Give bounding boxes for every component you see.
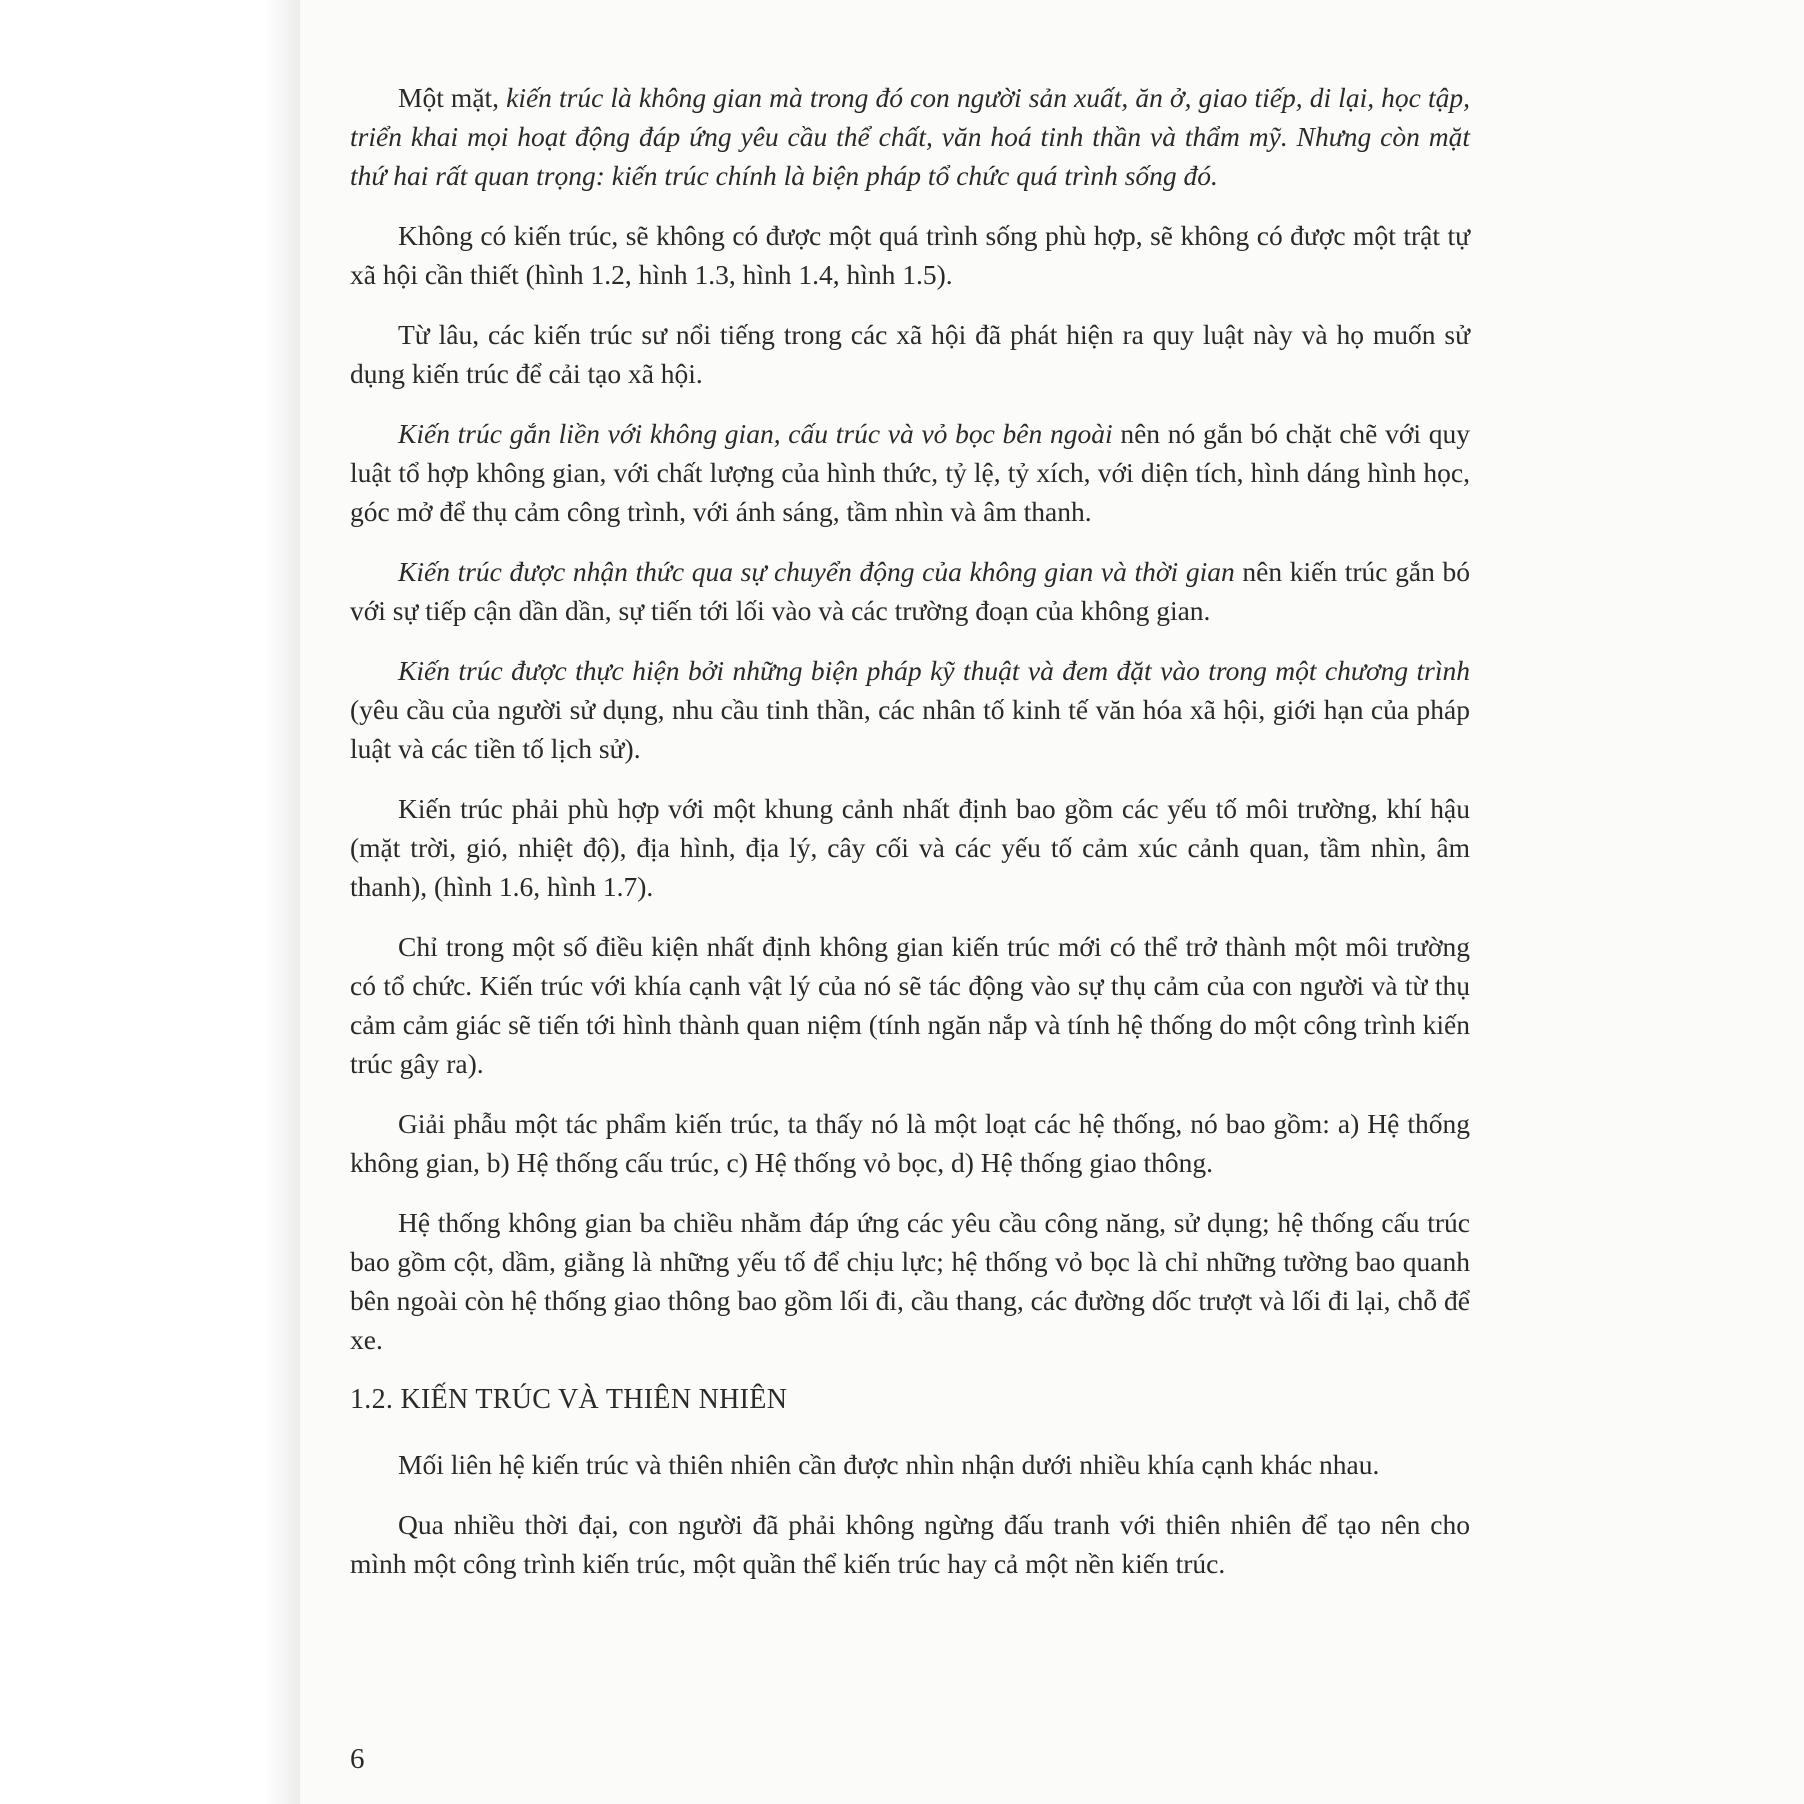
paragraph-1 — [350, 78, 1470, 195]
paragraph-9 — [350, 1104, 1470, 1182]
paragraph-8-lead: Chỉ trong một số điều kiện nhất định không gian kiến trúc mới có thể trở thành một môi trường có tổ chức. Kiến trúc với khía cạnh vật lý của nó sẽ tác động vào sự thụ cảm của con người và từ thụ cảm cảm giác sẽ tiến tới hình thành quan niệm (tính ngăn nắp và tính hệ thống do một công trình kiến trúc gây ra). — [350, 931, 1470, 1079]
section-paragraph-2: Qua nhiều thời đại, con người đã phải không ngừng đấu tranh với thiên nhiên để tạo nên cho mình một công trình kiến trúc, một quần thể kiến trúc hay cả một nền kiến trúc. — [350, 1509, 1470, 1579]
section-heading: 1.2. KIẾN TRÚC VÀ THIÊN NHIÊN — [350, 1384, 788, 1415]
paragraph-10-lead: Hệ thống không gian ba chiều nhằm đáp ứng các yêu cầu công năng, sử dụng; hệ thống cấu trúc bao gồm cột, dầm, giằng là những yếu tố để chịu lực; hệ thống vỏ bọc là chỉ những tường bao quanh bên ngoài còn hệ thống giao thông bao gồm lối đi, cầu thang, các đường dốc trượt và lối đi lại, chỗ để xe. — [350, 1207, 1470, 1355]
book-page — [300, 0, 1804, 1804]
paragraph-5-italic: Kiến trúc được nhận thức qua sự chuyển động của không gian và thời gian — [398, 556, 1235, 587]
paragraph-3 — [350, 315, 1470, 393]
paragraph-6-italic: Kiến trúc được thực hiện bởi những biện pháp kỹ thuật và đem đặt vào trong một chương trình — [398, 655, 1470, 686]
page-content — [350, 78, 1470, 1604]
paragraph-5-tail: nên kiến trúc gắn bó với sự tiếp cận dần dần, sự tiến tới lối vào và các trường đoạn của không gian. — [350, 556, 1470, 626]
page-number: 6 — [350, 1743, 365, 1775]
paragraph-4-tail: nên nó gắn bó chặt chẽ với quy luật tổ hợp không gian, với chất lượng của hình thức, tỷ lệ, tỷ xích, với diện tích, hình dáng hình học, góc mở để thụ cảm công trình, với ánh sáng, tầm nhìn và âm thanh. — [350, 418, 1470, 527]
paragraph-4-italic: Kiến trúc gắn liền với không gian, cấu trúc và vỏ bọc bên ngoài — [398, 418, 1113, 449]
paragraph-7 — [350, 789, 1470, 906]
paragraph-1-lead: Một mặt, — [398, 82, 507, 113]
paragraph-10 — [350, 1203, 1470, 1359]
paragraph-2 — [350, 216, 1470, 294]
paragraph-2-lead: Không có kiến trúc, sẽ không có được một quá trình sống phù hợp, sẽ không có được một trật tự xã hội cần thiết (hình 1.2, hình 1.3, hình 1.4, hình 1.5). — [350, 220, 1470, 290]
paragraph-7-lead: Kiến trúc phải phù hợp với một khung cảnh nhất định bao gồm các yếu tố môi trường, khí hậu (mặt trời, gió, nhiệt độ), địa hình, địa lý, cây cối và các yếu tố cảm xúc cảnh quan, tầm nhìn, âm thanh), (hình 1.6, hình 1.7). — [350, 793, 1470, 902]
paragraph-3-lead: Từ lâu, các kiến trúc sư nổi tiếng trong các xã hội đã phát hiện ra quy luật này và họ muốn sử dụng kiến trúc để cải tạo xã hội. — [350, 319, 1470, 389]
paragraph-6 — [350, 651, 1470, 768]
paragraph-1-italic: kiến trúc là không gian mà trong đó con người sản xuất, ăn ở, giao tiếp, di lại, học tập, triển khai mọi hoạt động đáp ứng yêu cầu thể chất, văn hoá tinh thần và thẩm mỹ. Nhưng còn mặt thứ hai rất quan trọng: kiến trúc chính là biện pháp tổ chức quá trình sống đó. — [350, 82, 1470, 191]
paragraph-6-tail: (yêu cầu của người sử dụng, nhu cầu tinh thần, các nhân tố kinh tế văn hóa xã hội, giới hạn của pháp luật và các tiền tố lịch sử). — [350, 694, 1470, 764]
section-paragraph-1: Mối liên hệ kiến trúc và thiên nhiên cần được nhìn nhận dưới nhiều khía cạnh khác nhau. — [398, 1449, 1380, 1480]
paragraph-8 — [350, 927, 1470, 1083]
scan-left-margin — [0, 0, 300, 1804]
paragraph-9-lead: Giải phẫu một tác phẩm kiến trúc, ta thấy nó là một loạt các hệ thống, nó bao gồm: a) Hệ thống không gian, b) Hệ thống cấu trúc, c) Hệ thống vỏ bọc, d) Hệ thống giao thông. — [350, 1108, 1470, 1178]
paragraph-4 — [350, 414, 1470, 531]
paragraph-5 — [350, 552, 1470, 630]
